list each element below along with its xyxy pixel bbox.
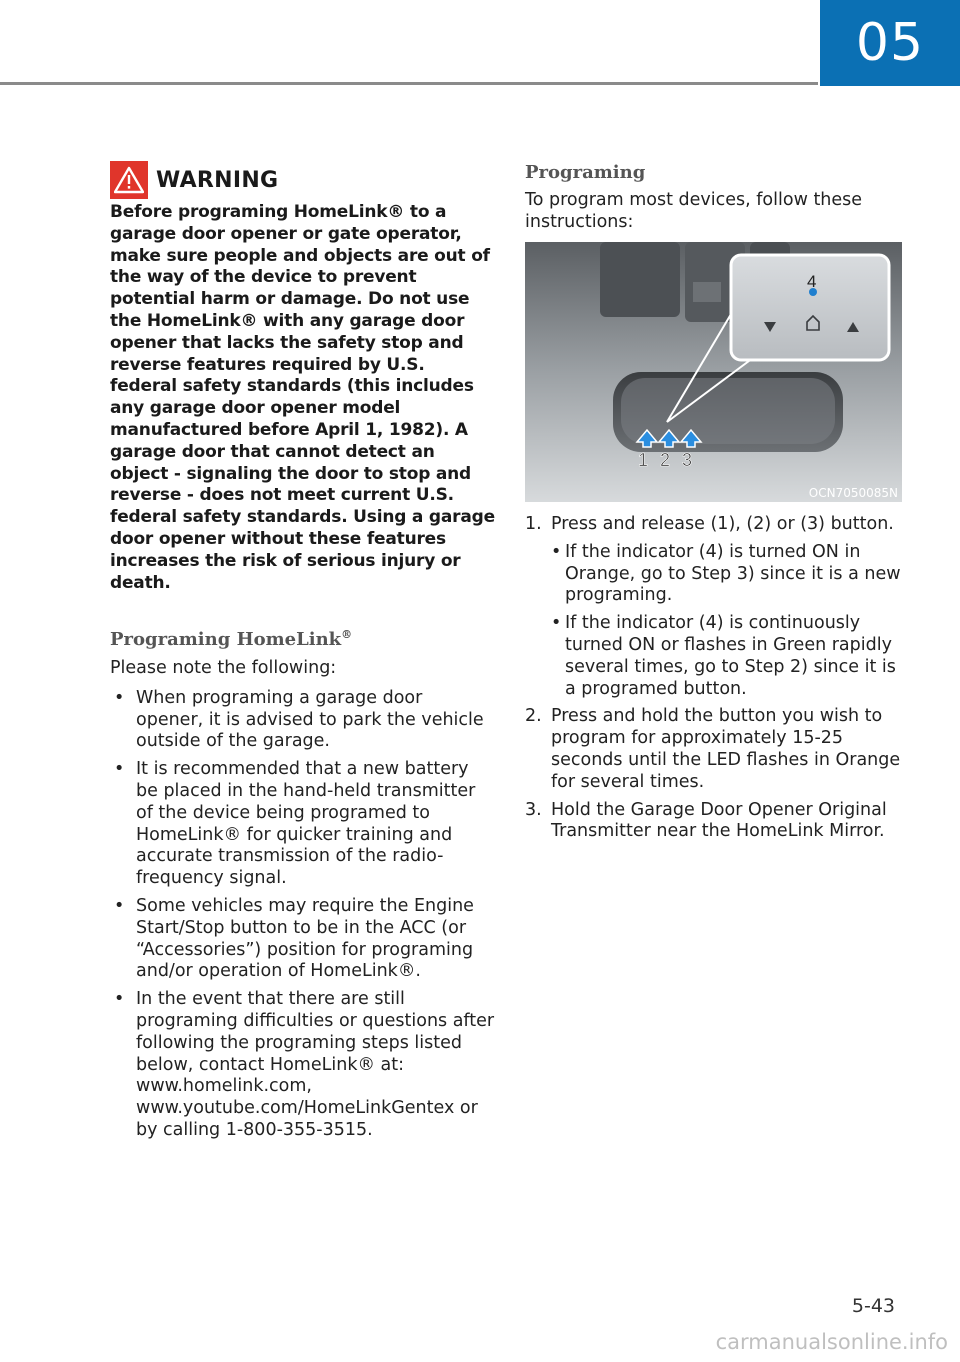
list-item: • In the event that there are still programing difficulties or questions after following the programing steps listed below, contact HomeLink® at: www.homelink.com, www.youtube.com/HomeLinkGentex or by calling 1-800-355-3515. [114, 989, 495, 1140]
figure-label-4: 4 [807, 272, 817, 291]
section-title-programing-homelink: Programing HomeLink® [110, 628, 353, 650]
warning-title: WARNING [156, 167, 279, 193]
header-rule [0, 82, 818, 85]
list-item: • It is recommended that a new battery be placed in the hand-held transmitter of the device being programed to HomeLink® for quicker training and accurate transmission of the radio-frequency signal. [114, 759, 476, 889]
homelink-mirror-illustration [525, 242, 902, 502]
chapter-tab [820, 0, 960, 86]
step-1: 1. Press and release (1), (2) or (3) button. • If the indicator (4) is turned ON in Orange, go to Step 3) since it is a new programing. • If the indicator (4) is continuously turned ON or flashes in Green rapidly several times, go to Step 2) since it is a programed button. [525, 514, 905, 700]
figure-label-2: 2 [660, 450, 671, 470]
figure-caption: OCN7050085N [808, 486, 898, 500]
warning-icon [110, 161, 148, 199]
programing-steps [525, 514, 905, 849]
step-1-sub-2: • If the indicator (4) is continuously turned ON or flashes in Green rapidly several times, go to Step 2) since it is a programed button. [551, 613, 896, 699]
watermark: carmanualsonline.info [715, 1330, 948, 1354]
page-number: 5-43 [851, 1295, 895, 1317]
homelink-intro: Please note the following: [110, 658, 337, 678]
step-1-sub-1: • If the indicator (4) is turned ON in Orange, go to Step 3) since it is a new programing. [551, 541, 901, 606]
figure-label-3: 3 [682, 450, 693, 470]
warning-text: Before programing HomeLink® to a garage door opener or gate operator, make sure people and objects are out of the way of the device to prevent potential harm or damage. Do not use the HomeLink® with any garage door opener that lacks the safety stop and reverse features required by U.S. federal safety standards (this includes any garage door opener model manufactured before April 1, 1982). A garage door that cannot detect an object - signaling the door to stop and reverse - does not meet current U.S. federal safety standards. Using a garage door opener without these features increases the risk of serious injury or death. [110, 202, 495, 593]
figure-label-1: 1 [638, 450, 649, 470]
section-title-programing: Programing [525, 162, 646, 183]
homelink-mirror-figure [525, 242, 902, 502]
step-2: 2. Press and hold the button you wish to program for approximately 15-25 seconds until the LED flashes in Orange for several times. [525, 706, 901, 792]
list-item: • When programing a garage door opener, it is advised to park the vehicle outside of the garage. [114, 687, 484, 752]
warning-header [110, 160, 278, 200]
chapter-number: 05 [855, 13, 925, 73]
step-3: 3. Hold the Garage Door Opener Original Transmitter near the HomeLink Mirror. [525, 799, 887, 842]
list-item: • Some vehicles may require the Engine Start/Stop button to be in the ACC (or “Accessories”) position for programing and/or operation of HomeLink®. [114, 895, 474, 982]
programing-homelink-section [110, 628, 495, 1148]
programing-intro: To program most devices, follow these instructions: [525, 190, 863, 232]
